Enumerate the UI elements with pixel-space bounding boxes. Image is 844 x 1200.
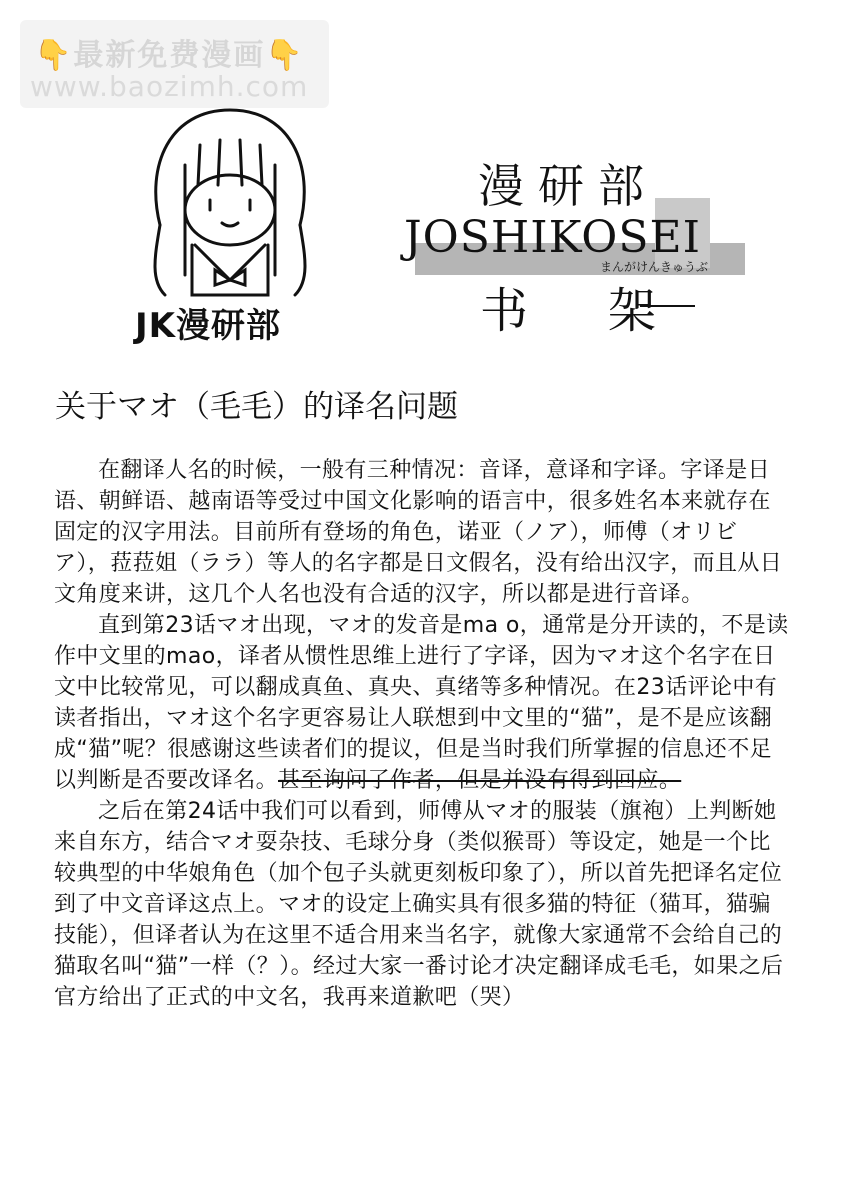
document-body xyxy=(54,455,789,1013)
paragraph-3: 之后在第24话中我们可以看到，师傅从マオ的服装（旗袍）上判断她来自东方，结合マオ耍杂技、毛球分身（类似猴哥）等设定，她是一个比较典型的中华娘角色（加个包子头就更刻板印象了），所以首先把译名定位到了中文音译这点上。マオ的设定上确实具有很多猫的特征（猫耳，猫骗技能），但译者认为在这里不适合用来当名字，就像大家通常不会给自己的猫取名叫“猫”一样（？）。经过大家一番讨论才决定翻译成毛毛，如果之后官方给出了正式的中文名，我再来道歉吧（哭） xyxy=(54,799,784,1010)
watermark-url: www.baozimh.com xyxy=(30,70,309,103)
paragraph-2 xyxy=(54,610,789,796)
club-name-kana: まんがけんきゅうぶ xyxy=(600,260,709,274)
club-name-latin: JOSHIKOSEI xyxy=(404,212,702,263)
jk-club-logo-text: JK漫研部 xyxy=(135,306,281,346)
watermark-badge xyxy=(20,20,329,108)
document-title: 关于マオ（毛毛）的译名问题 xyxy=(55,389,458,425)
watermark-title: 👇最新免费漫画👇 xyxy=(34,38,305,73)
club-name-top: 漫研部 xyxy=(478,159,658,213)
club-name-bottom: 书架 xyxy=(480,283,737,339)
paragraph-1: 在翻译人名的时候，一般有三种情况：音译，意译和字译。字译是日语、朝鲜语、越南语等受过中国文化影响的语言中，很多姓名本来就存在固定的汉字用法。目前所有登场的角色，诺亚（ノア），师傅（オリビア），菈菈姐（ララ）等人的名字都是日文假名，没有给出汉字，而且从日文角度来讲，这几个人名也没有合适的汉字，所以都是进行音译。 xyxy=(54,458,783,607)
paragraph-2-text: 直到第23话マオ出现，マオ的发音是ma o，通常是分开读的，不是读作中文里的mao，译者从惯性思维上进行了字译，因为マオ这个名字在日文中比较常见，可以翻成真鱼、真央、真绪等多种情况。在23话评论中有读者指出，マオ这个名字更容易让人联想到中文里的“猫”，是不是应该翻成“猫”呢？很感谢这些读者们的提议，但是当时我们所掌握的信息还不足以判断是否要改译名。 xyxy=(54,613,789,793)
paragraph-2-strikethrough: 甚至询问了作者，但是并没有得到回应。 xyxy=(278,768,682,793)
